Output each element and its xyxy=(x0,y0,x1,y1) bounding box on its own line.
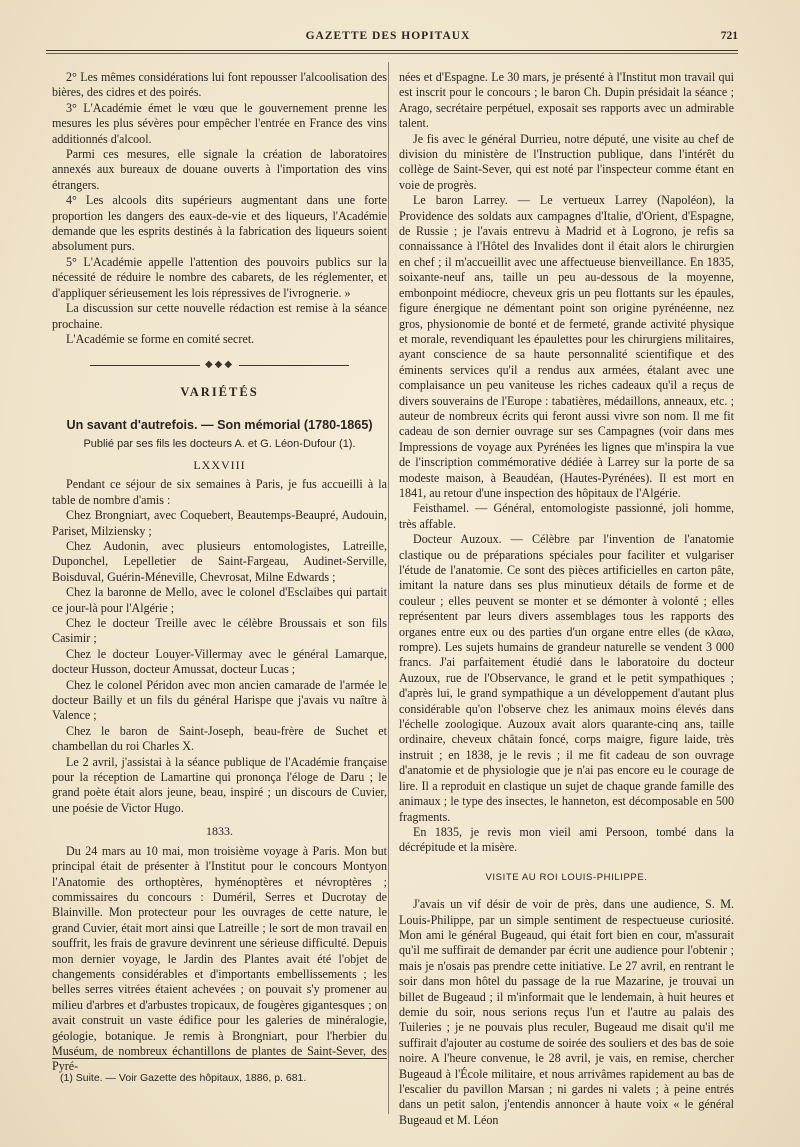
paragraph: Le baron Larrey. — Le vertueux Larrey (Napoléon), la Providence des soldats aux campagnes d'Italie, d'Orient, d'Espagne, de Russie ; je l'avais entrevu à Madrid et à Logrono, je refis sa connaissance à l'Hôtel des Invalides dont il était alors le chirurgien en chef ; il m'accueillit avec une affectueuse bienveillance. En 1835, soixante-neuf ans, taille un peu au-dessous de la moyenne, embonpoint médiocre, cheveux gris un peu flottants sur les épaules, figure énergique ne démentant point son origine pyrénéenne, nez gros, physionomie de bonté et de fermeté, grande activité physique et morale, revendiquant les épaulettes pour les chirurgiens militaires, ayant conscience de sa haute personnalité scientifique et des éminents services qu'il a rendus aux armées, étalant avec une complaisance un peu vaniteuse les riches cadeaux qu'il a reçus de divers souverains de l'Europe : tabatières, médaillons, anneaux, etc. ; auteur de nombreux écrits qui feront aussi vivre son nom. Il me fit cadeau de son dernier ouvrage sur ses Campagnes (voir dans mes Impressions de voyage aux Pyrénées les lignes que m'inspira la vue de l'inscription commémorative dédiée à Larrey sur la porte de sa modeste maison, à Beaudéan, (Hautes-Pyrénées). Il est mort en 1841, au retour d'une inspection des hôpitaux de l'Algérie. xyxy=(399,193,734,500)
column-separator xyxy=(388,62,389,1114)
paragraph: Du 24 mars au 10 mai, mon troisième voyage à Paris. Mon but principal était de présenter à l'Institut pour le concours Montyon l'Anatomie des orthoptères, hyménoptères et névroptères ; commissaires du concours : Duméril, Serres et Ducrotay de Blainville. Mon protecteur pour les ouvrages de cette nature, le grand Cuvier, était mort ainsi que Latreille ; le sort de mon travail en souffrit, les frais de gravure devinrent une sérieuse difficulté. Depuis mon dernier voyage, le Jardin des Plantes avait été l'objet de changements considérables et d'importants embellissements ; les belles serres vitrées étaient achevées ; on pouvait s'y promener au milieu d'arbres et d'arbustes tropicaux, de fougères gigantesques ; on avait construit un vaste édifice pour les galeries de minéralogie, géologie, botanique. Je remis à Brongniart, pour l'herbier du Muséum, de nombreux échantillons de plantes de Saint-Sever, des Pyré- xyxy=(52,843,387,1074)
paragraph: Feisthamel. — Général, entomologiste passionné, joli homme, très affable. xyxy=(399,501,734,531)
paragraph: Chez Brongniart, avec Coquebert, Beautemps-Beaupré, Audouin, Pariset, Milziensky ; xyxy=(52,508,387,538)
paragraph: Je fis avec le général Durrieu, notre député, une visite au chef de division du ministère de l'Instruction publique, dans l'intérêt du collège de Saint-Sever, qui est noté par l'inspecteur comme étant en voie de progrès. xyxy=(399,131,734,192)
subsection-heading: VISITE AU ROI LOUIS-PHILIPPE. xyxy=(485,871,648,883)
paragraph: Chez le colonel Péridon avec mon ancien camarade de l'armée le docteur Bailly et un fils du général Harispe que j'avais vu naître à Valence ; xyxy=(52,677,387,723)
article-subtitle: Publié par ses fils les docteurs A. et G. Léon-Dufour (1). xyxy=(83,437,356,450)
paragraph: Chez la baronne de Mello, avec le colonel d'Esclaibes qui partait ce jour-là pour l'Algérie ; xyxy=(52,585,387,615)
paragraph: nées et d'Espagne. Le 30 mars, je présenté à l'Institut mon travail qui est inscrit pour le concours ; le baron Ch. Dupin présidait la séance ; Arago, secrétaire perpétuel, exposait ses rapports avec un admirable talent. xyxy=(399,70,734,131)
paragraph: Le 2 avril, j'assistai à la séance publique de l'Académie française pour la réception de Lamartine qui prononça l'éloge de Daru ; le grand poète était alors jeune, beau, inspiré ; un discours de Cuvier, une poésie de Victor Hugo. xyxy=(52,754,387,815)
left-column xyxy=(52,70,387,1075)
chapter-number: LXXVIII xyxy=(193,457,246,472)
paragraph: En 1835, je revis mon vieil ami Persoon, tombé dans la décrépitude et la misère. xyxy=(399,824,734,855)
paragraph: 4° Les alcools dits supérieurs augmentant dans une forte proportion les dangers des eaux-de-vie et des liqueurs, l'Académie demande que les esprits destinés à la fabrication des liqueurs soient absolument purs. xyxy=(52,193,387,254)
header-rule-thin xyxy=(46,53,738,54)
paragraph: Parmi ces mesures, elle signale la création de laboratoires annexés aux bureaux de douane ouverts à l'importation des vins étrangers. xyxy=(52,147,387,192)
running-head xyxy=(38,30,738,48)
header-rule xyxy=(46,50,738,51)
section-heading: VARIÉTÉS xyxy=(180,384,259,399)
paragraph: J'avais un vif désir de voir de près, dans une audience, S. M. Louis-Philippe, par un simple sentiment de respectueuse curiosité. Mon ami le général Bugeaud, qui était fort bien en cour, m'assurait qu'il me suffirait de demander par écrit une audience pour l'obtenir ; mais je n'osais pas prendre cette initiative. Le 27 avril, en rentrant le soir dans mon hôtel du passage de la rue Mazarine, je trouvai un billet de Bugeaud ; il m'informait que le lendemain, à huit heures et demie du soir, nous serions reçus l'un et l'autre au palais des Tuileries ; je ne pouvais plus reculer, Bugeaud me disait qu'il me suffirait d'ajouter au costume de soirée des souliers et des bas de soie noire. A l'heure convenue, le 28 avril, je vais, en remise, chercher Bugeaud à l'École militaire, et nous arrivâmes rapidement au bas de l'escalier du pavillon Marsan ; ni gardes ni valets ; à peine entrés dans un petit salon, j'entendis annoncer à haute voix « le général Bugeaud et M. Léon xyxy=(399,897,734,1127)
paragraph: Chez Audonin, avec plusieurs entomologistes, Latreille, Duponchel, Lepelletier de Saint-Fargeau, Audinet-Serville, Boisduval, Guérin-Méneville, Chevrosat, Milne Edwards ; xyxy=(52,538,387,584)
paragraph: La discussion sur cette nouvelle rédaction est remise à la séance prochaine. xyxy=(52,301,387,331)
paragraph: Chez le docteur Louyer-Villermay avec le général Lamarque, docteur Husson, docteur Amussat, docteur Lucas ; xyxy=(52,646,387,677)
paragraph: 3° L'Académie émet le vœu que le gouvernement prenne les mesures les plus sévères pour empêcher l'entrée en France des vins additionnés d'alcool. xyxy=(52,100,387,146)
right-column xyxy=(399,70,734,1128)
paragraph: Chez le docteur Treille avec le célèbre Broussais et son fils Casimir ; xyxy=(52,616,387,646)
paragraph: Pendant ce séjour de six semaines à Paris, je fus accueilli à la table de nombre d'amis : xyxy=(52,477,387,507)
paragraph: 5° L'Académie appelle l'attention des pouvoirs publics sur la nécessité de réduire le nombre des cabarets, de les réglementer, et d'appliquer sérieusement les lois répressives de l'ivrognerie. » xyxy=(52,254,387,300)
year-heading: 1833. xyxy=(206,824,233,839)
paragraph: L'Académie se forme en comité secret. xyxy=(66,331,255,346)
article-title: Un savant d'autrefois. — Son mémorial (1780-1865) xyxy=(66,418,373,433)
page-number: 721 xyxy=(720,30,738,42)
journal-title: GAZETTE DES HOPITAUX xyxy=(305,30,471,42)
footnote-rule xyxy=(52,1058,387,1059)
footnote: (1) Suite. — Voir Gazette des hôpitaux, 1886, p. 681. xyxy=(60,1072,307,1084)
paragraph: Chez le baron de Saint-Joseph, beau-frère de Suchet et chambellan du roi Charles X. xyxy=(52,723,387,754)
paragraph: Docteur Auzoux. — Célèbre par l'invention de l'anatomie clastique ou de préparations spéciales pour faciliter et vulgariser l'étude de l'anatomie. Ce sont des pièces artificielles en carton pâte, imitant la nature dans ses plus minutieux détails de forme et de couleur ; elles peuvent se monter et se démonter à volonté ; elles représentent par leurs divers assemblages tous les rapports des organes entre eux ou des parties d'un organe entre elles (de κλαω, rompre). Les sujets humains de grandeur naturelle se vendent 3 000 francs. J'ai parfaitement étudié dans le laboratoire du docteur Auzoux, rue de l'Observance, le grand et le petit sympathiques ; d'après lui, le grand sympathique a un développement d'autant plus considérable qu'on l'observe chez les animaux moins élevés dans l'échelle zoologique. Auzoux avait alors quarante-cinq ans, taille ordinaire, cheveux châtain foncé, corps maigre, figure laide, très instruit ; en 1838, je le revis ; il me fit cadeau de son ouvrage d'anatomie et de physiologie que je n'ai pas encore eu le courage de lire. Il a reproduit en clastique un sujet de chaque grande famille des animaux ; le type des insectes, le hanneton, est décomposable en 500 fragments. xyxy=(399,532,734,824)
ornament-divider: ◆◆◆ xyxy=(52,357,387,372)
paragraph: 2° Les mêmes considérations lui font repousser l'alcoolisation des bières, des cidres et des poirés. xyxy=(52,70,387,100)
